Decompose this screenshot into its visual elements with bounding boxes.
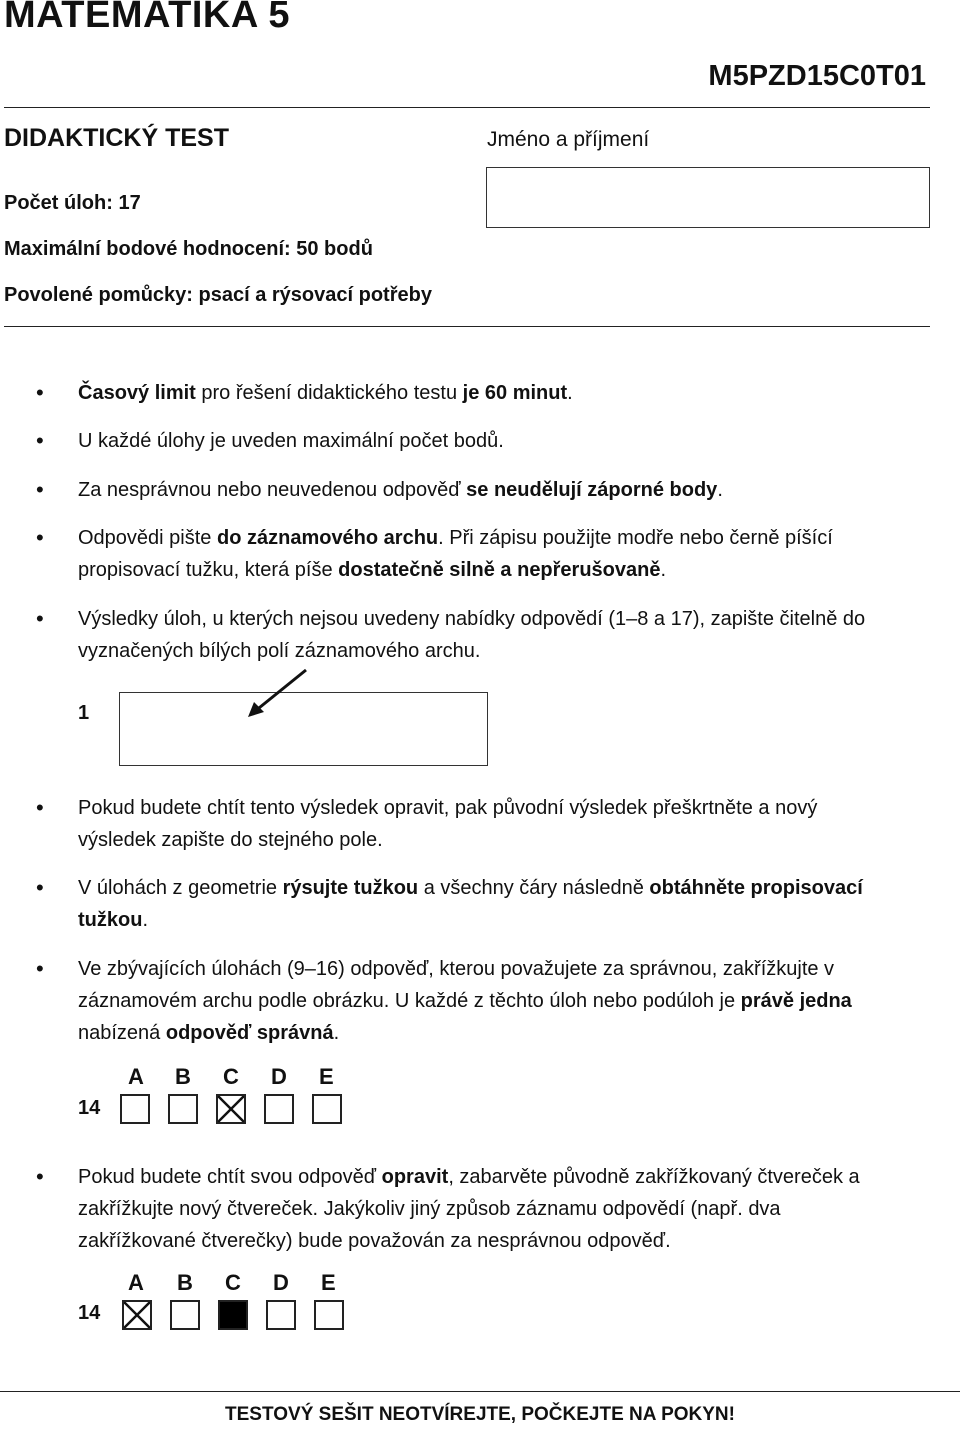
answer-checkbox-empty bbox=[264, 1094, 294, 1124]
task-count: Počet úloh: 17 bbox=[4, 192, 141, 214]
name-field[interactable] bbox=[486, 167, 930, 228]
answer-checkbox-empty bbox=[168, 1094, 198, 1124]
test-code: M5PZD15C0T01 bbox=[708, 60, 926, 92]
instruction-time-limit: • Časový limit pro řešení didaktického testu je 60 minut. bbox=[40, 377, 870, 409]
test-title: MATEMATIKA 5 bbox=[4, 0, 291, 36]
option-letter: B bbox=[175, 1064, 191, 1089]
answer-checkbox-crossed bbox=[122, 1300, 152, 1330]
instruction-answer-sheet: • Odpovědi pište do záznamového archu. Při zápisu použijte modře nebo černě píšící propisovací tužku, která píše dostatečně silně a nepřerušovaně. bbox=[40, 522, 870, 586]
footer-divider bbox=[0, 1391, 960, 1392]
option-letter: E bbox=[321, 1270, 336, 1295]
instruction-closed-answers: • Ve zbývajících úlohách (9–16) odpověď, kterou považujete za správnou, zakřížkujte v záznamovém archu podle obrázku. U každé z těchto úloh nebo podúloh je právě jedna nabízená odpověď správná. bbox=[40, 953, 870, 1049]
allowed-tools: Povolené pomůcky: psací a rýsovací potřeby bbox=[4, 284, 432, 306]
option-letter: B bbox=[177, 1270, 193, 1295]
instruction-open-answers: • Výsledky úloh, u kterých nejsou uvedeny nabídky odpovědí (1–8 a 17), zapište čitelně do vyznačených bílých polí záznamového archu. bbox=[40, 603, 870, 667]
example-task-number: 1 bbox=[78, 702, 90, 724]
example-question-number: 14 bbox=[78, 1302, 101, 1324]
test-subtitle: DIDAKTICKÝ TEST bbox=[4, 124, 229, 152]
answer-checkbox-crossed bbox=[216, 1094, 246, 1124]
answer-checkbox-empty bbox=[314, 1300, 344, 1330]
name-label: Jméno a příjmení bbox=[487, 128, 650, 151]
example-question-number: 14 bbox=[78, 1097, 101, 1119]
instruction-no-negative: • Za nesprávnou nebo neuvedenou odpověď se neudělují záporné body. bbox=[40, 474, 870, 506]
max-score: Maximální bodové hodnocení: 50 bodů bbox=[4, 238, 373, 260]
option-letter: C bbox=[223, 1064, 239, 1089]
arrow-icon bbox=[240, 666, 312, 720]
cross-mark-icon bbox=[218, 1096, 244, 1122]
option-letter: A bbox=[128, 1064, 144, 1089]
example-letters-b bbox=[0, 1270, 400, 1300]
answer-checkbox-empty bbox=[312, 1094, 342, 1124]
option-letter: E bbox=[319, 1064, 334, 1089]
example-letters-a bbox=[0, 1064, 400, 1094]
option-letter: D bbox=[273, 1270, 289, 1295]
instruction-max-points: • U každé úlohy je uveden maximální počet bodů. bbox=[40, 425, 870, 457]
answer-checkbox-empty bbox=[170, 1300, 200, 1330]
cross-mark-icon bbox=[124, 1302, 150, 1328]
instruction-change-answer: • Pokud budete chtít svou odpověď opravit, zabarvěte původně zakřížkovaný čtvereček a zakřížkujte nový čtvereček. Jakýkoliv jiný způsob záznamu odpovědí (např. dva zakřížkované čtverečky) bude považován za nesprávnou odpověď. bbox=[40, 1161, 870, 1257]
meta-divider bbox=[4, 326, 930, 327]
answer-checkbox-filled bbox=[218, 1300, 248, 1330]
option-letter: D bbox=[271, 1064, 287, 1089]
answer-checkbox-empty bbox=[120, 1094, 150, 1124]
instruction-geometry: • V úlohách z geometrie rýsujte tužkou a všechny čáry následně obtáhněte propisovací tužkou. bbox=[40, 872, 870, 936]
footer-notice: TESTOVÝ SEŠIT NEOTVÍREJTE, POČKEJTE NA POKYN! bbox=[225, 1404, 735, 1425]
instruction-correct-open: • Pokud budete chtít tento výsledek opravit, pak původní výsledek přeškrtněte a nový výsledek zapište do stejného pole. bbox=[40, 792, 870, 856]
header-divider bbox=[4, 107, 930, 108]
answer-checkbox-empty bbox=[266, 1300, 296, 1330]
option-letter: C bbox=[225, 1270, 241, 1295]
option-letter: A bbox=[128, 1270, 144, 1295]
